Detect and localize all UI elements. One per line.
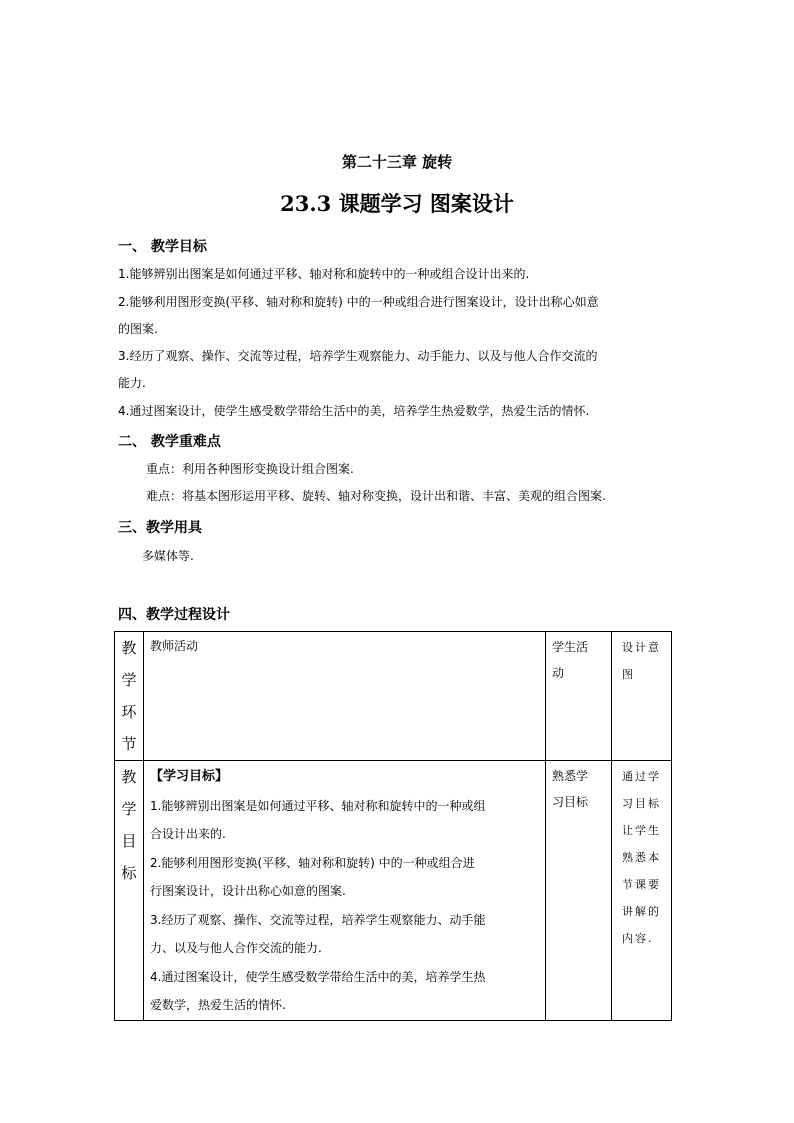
objective-line: 的图案.: [118, 322, 158, 336]
intent-line: 让学生: [622, 824, 661, 837]
design-intent-label: 设计意: [622, 641, 661, 654]
student-activity-cell: [546, 761, 612, 1021]
student-line: 熟悉学: [552, 769, 589, 783]
stage-char: 学: [121, 800, 137, 818]
chapter-title: 第二十三章 旋转: [341, 153, 453, 171]
table-header-row: [115, 632, 672, 761]
stage-char: 节: [121, 735, 137, 753]
learning-goals-title: 【学习目标】: [150, 769, 229, 784]
design-intent-header: [612, 632, 672, 761]
key-point: 重点：利用各种图形变换设计组合图案.: [146, 462, 354, 476]
intent-line: 讲解的: [622, 905, 661, 918]
teacher-activity-cell: [144, 761, 546, 1021]
objective-line: 2.能够利用图形变换(平移、轴对称和旋转) 中的一种或组合进行图案设计，设计出称心如意: [118, 295, 599, 309]
teacher-line: 行图案设计，设计出称心如意的图案.: [150, 884, 346, 898]
teacher-line: 爱数学，热爱生活的情怀.: [150, 998, 286, 1012]
stage-char: 标: [121, 864, 137, 882]
section-1-heading: 一、 教学目标: [118, 239, 207, 255]
difficult-point: 难点：将基本图形运用平移、旋转、轴对称变换，设计出和谐、丰富、美观的组合图案.: [146, 489, 606, 503]
student-activity-header: [546, 632, 612, 761]
teacher-line: 力、以及与他人合作交流的能力.: [150, 941, 322, 955]
stage-char: 学: [121, 671, 137, 689]
objective-line: 3.经历了观察、操作、交流等过程，培养学生观察能力、动手能力、以及与他人合作交流的: [118, 349, 598, 363]
student-line: 习目标: [552, 795, 589, 809]
stage-header-cell: [115, 632, 144, 761]
stage-char: 环: [121, 703, 137, 721]
process-table: [114, 631, 672, 1021]
design-intent-cell: [612, 761, 672, 1021]
objective-line: 能力.: [118, 376, 146, 390]
stage-char: 教: [121, 768, 137, 786]
table-row: [115, 761, 672, 1021]
stage-cell: [115, 761, 144, 1021]
student-activity-label: 学生活: [552, 640, 589, 654]
stage-char: 教: [121, 639, 137, 657]
section-4-heading: 四、教学过程设计: [118, 607, 230, 623]
student-activity-label: 动: [552, 666, 565, 680]
stage-char: 目: [121, 832, 137, 850]
teaching-tools: 多媒体等.: [142, 549, 194, 563]
objective-line: 4.通过图案设计，使学生感受数学带给生活中的美，培养学生热爱数学，热爱生活的情怀.: [118, 404, 590, 418]
intent-line: 内容.: [622, 932, 654, 945]
teacher-line: 1.能够辨别出图案是如何通过平移、轴对称和旋转中的一种或组: [150, 798, 486, 813]
teacher-line: 4.通过图案设计，使学生感受数学带给生活中的美，培养学生热: [150, 969, 486, 984]
teacher-line: 2.能够利用图形变换(平移、轴对称和旋转) 中的一种或组合进: [150, 855, 475, 870]
teacher-line: 3.经历了观察、操作、交流等过程，培养学生观察能力、动手能: [150, 912, 486, 927]
objective-line: 1.能够辨别出图案是如何通过平移、轴对称和旋转中的一种或组合设计出来的.: [118, 267, 530, 281]
teacher-line: 合设计出来的.: [150, 827, 226, 841]
intent-line: 熟悉本: [622, 851, 661, 864]
design-intent-label: 图: [622, 668, 635, 681]
teacher-activity-label: 教师活动: [150, 639, 199, 653]
intent-line: 通过学: [622, 770, 661, 783]
teacher-activity-header: [144, 632, 546, 761]
intent-line: 习目标: [622, 797, 661, 810]
section-2-heading: 二、 教学重难点: [118, 434, 221, 450]
section-3-heading: 三、教学用具: [118, 520, 202, 536]
intent-line: 节课要: [622, 878, 661, 891]
lesson-title: 23.3 课题学习 图案设计: [280, 191, 514, 216]
